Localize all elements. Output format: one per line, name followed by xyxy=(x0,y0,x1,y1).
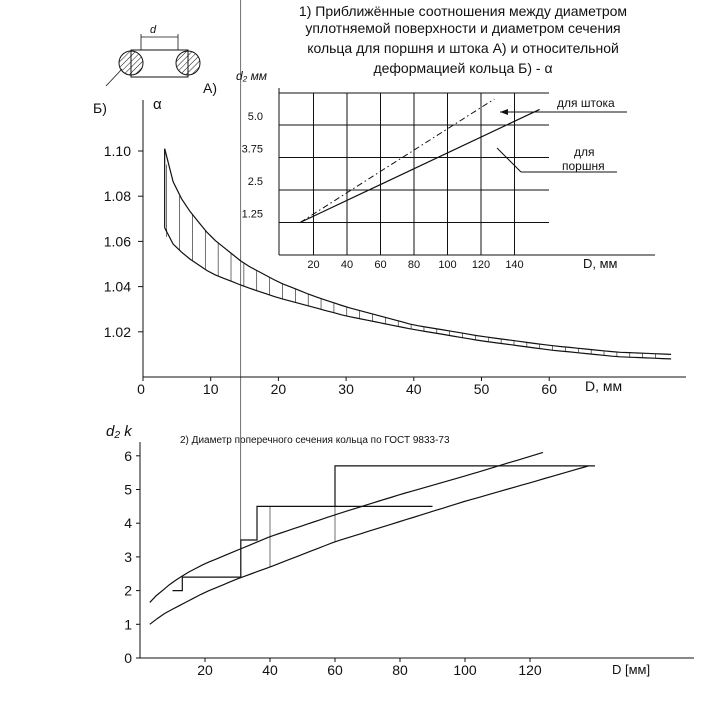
chart-alpha-x-tick-label: 10 xyxy=(202,381,219,397)
chart-gost-y-tick-label: 4 xyxy=(124,515,132,532)
chart-alpha-x-tick-label: 50 xyxy=(473,381,490,397)
chart-gost-y-tick-label: 6 xyxy=(124,447,132,464)
chart-d2-y-tick-label: 3.75 xyxy=(241,143,263,156)
chart-d2-xlabel: D, мм xyxy=(583,256,618,271)
ring-section-left xyxy=(119,51,143,75)
chart-alpha-x-tick-label: 40 xyxy=(406,381,422,397)
chart-gost-upper-curve xyxy=(150,452,543,602)
ring-A-label: А) xyxy=(203,80,217,96)
chart-d2-vs-D xyxy=(236,69,655,271)
chart-d2-x-tick-label: 20 xyxy=(307,259,320,271)
chart-alpha-x-tick-label: 30 xyxy=(338,381,354,397)
chart-alpha-x-tick-label: 0 xyxy=(137,381,145,397)
chart-d2-x-tick-label: 120 xyxy=(471,259,491,271)
ring-pointer-arrow xyxy=(106,69,122,86)
chart-gost-y-tick-label: 1 xyxy=(124,616,132,633)
chart-gost-y-tick-label: 5 xyxy=(124,481,132,498)
chart-alpha-label: Б) xyxy=(93,100,107,116)
chart-alpha-x-tick-label: 60 xyxy=(541,381,557,397)
chart-alpha-x-tick-label: 20 xyxy=(270,381,287,397)
chart-gost-x-tick-label: 100 xyxy=(453,662,477,678)
chart-alpha-y-tick-label: 1.08 xyxy=(103,188,131,205)
title-1-line-3: кольца для поршня и штока А) и относительной xyxy=(307,40,619,56)
chart-gost-x-tick-label: 80 xyxy=(392,662,408,678)
chart-d2-x-tick-label: 140 xyxy=(505,259,524,271)
chart-gost-title: 2) Диаметр поперечного сечения кольца по ГОСТ 9833-73 xyxy=(180,435,450,446)
chart-d2-x-tick-label: 100 xyxy=(438,259,457,271)
chart-alpha-ylabel: α xyxy=(153,96,162,113)
chart-alpha-y-tick-label: 1.02 xyxy=(103,323,131,340)
chart-d2-ylabel: d₂ мм xyxy=(236,69,268,83)
chart-gost-xlabel: D [мм] xyxy=(612,662,651,677)
title-1-line-4: деформацией кольца Б) - α xyxy=(373,60,553,76)
chart-gost-x-tick-label: 60 xyxy=(327,662,343,678)
ring-d-label: d xyxy=(150,24,157,36)
title-1-line-1: 1) Приближённые соотношения между диаметром xyxy=(298,3,628,19)
chart-alpha-xlabel: D, мм xyxy=(585,378,623,394)
title-1 xyxy=(299,3,627,76)
chart-gost-ylabel: d₂ k xyxy=(106,423,132,440)
chart-gost-lower-curve xyxy=(150,466,589,624)
chart-d2-y-tick-label: 2.5 xyxy=(247,176,263,188)
chart-alpha-y-tick-label: 1.04 xyxy=(103,278,131,295)
chart-alpha-y-tick-label: 1.06 xyxy=(103,233,131,250)
chart-gost-x-tick-label: 20 xyxy=(197,662,213,678)
chart-alpha-y-tick-label: 1.10 xyxy=(103,143,131,159)
annotation-piston-1: для xyxy=(574,145,595,159)
annotation-rod: для штока xyxy=(557,96,615,110)
chart-d2-y-tick-label: 1.25 xyxy=(241,208,263,221)
title-1-line-2: уплотняемой поверхности и диаметром сечения xyxy=(305,20,621,36)
annotation-piston-2: поршня xyxy=(562,159,605,173)
chart-d2-y-tick-label: 5.0 xyxy=(247,111,263,123)
chart-gost-y-tick-label: 0 xyxy=(124,650,132,666)
chart-gost-x-tick-label: 120 xyxy=(518,662,542,678)
chart-d2-x-tick-label: 40 xyxy=(340,259,354,271)
chart-gost-y-tick-label: 2 xyxy=(124,582,132,599)
ring-cross-section-sketch xyxy=(106,24,217,96)
chart-d2-x-tick-label: 60 xyxy=(374,259,387,271)
chart-gost-step-line xyxy=(173,466,596,591)
chart-gost-x-tick-label: 40 xyxy=(262,662,278,678)
chart-gost-y-tick-label: 3 xyxy=(124,548,132,565)
chart-d2-x-tick-label: 80 xyxy=(407,259,421,271)
ring-section-right xyxy=(176,51,200,75)
